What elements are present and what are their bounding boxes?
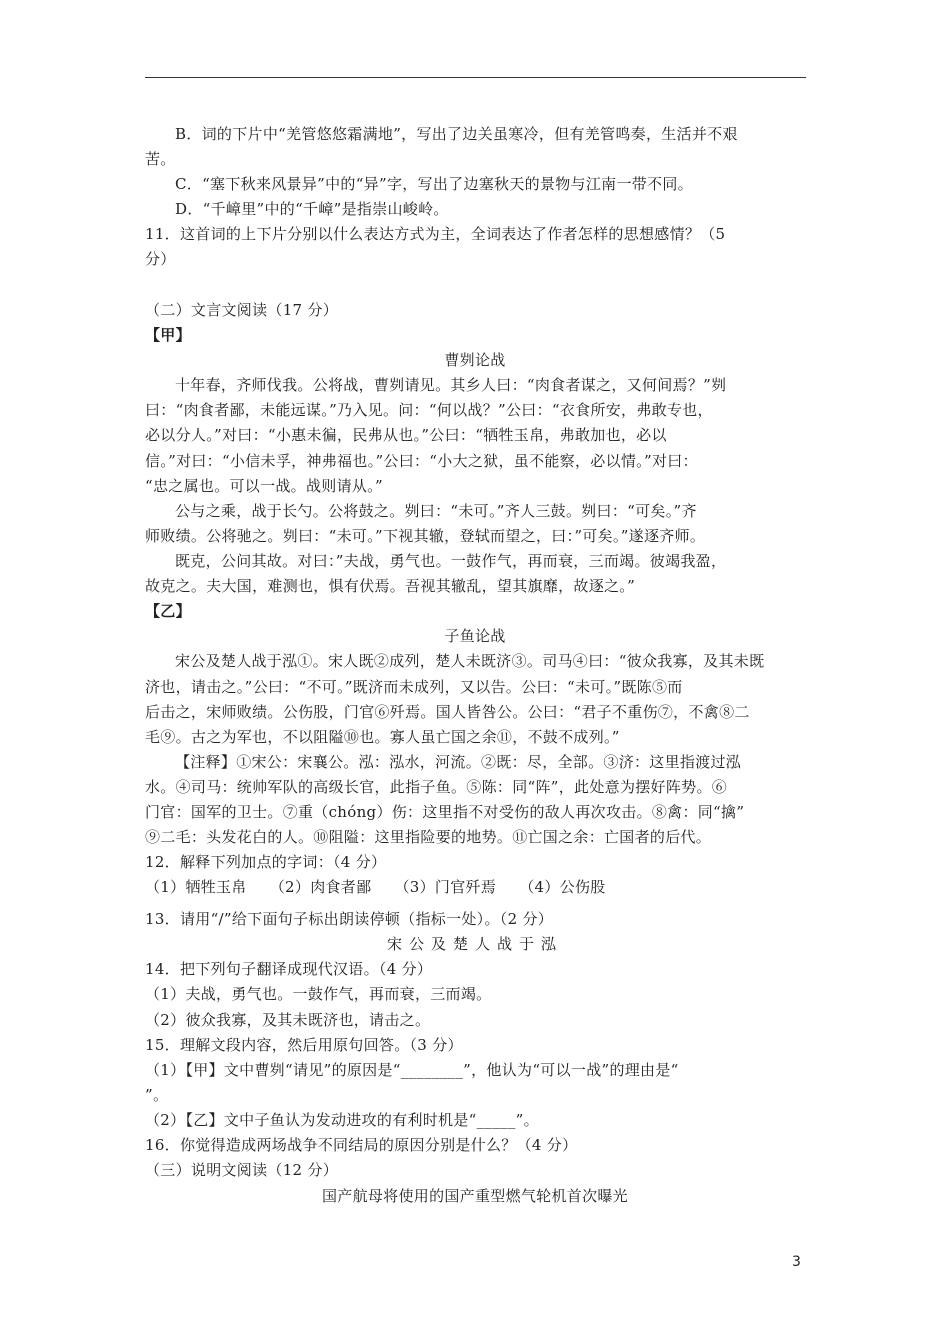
- question-12: 12．解释下列加点的字词：（4 分）: [145, 853, 387, 871]
- question-11-line-2: 分）: [145, 250, 176, 268]
- question-15: 15．理解文段内容，然后用原句回答。（3 分）: [145, 1036, 463, 1054]
- question-14-item-2: （2）彼众我寡，及其未既济也，请击之。: [145, 1011, 431, 1029]
- passage-yi-line: 毛⑨。古之为军也，不以阻隘⑩也。寡人虽亡国之余⑪，不鼓不成列。”: [145, 728, 620, 746]
- passage-yi-line: 宋公及楚人战于泓①。宋人既②成列，楚人未既济③。司马④曰：“彼众我寡，及其未既: [175, 652, 765, 670]
- option-b-line-1: B．词的下片中“羌管悠悠霜满地”，写出了边关虽寒冷，但有羌管鸣奏，生活并不艰: [175, 125, 738, 143]
- section-3-heading: （三）说明文阅读（12 分）: [145, 1161, 339, 1179]
- passage-jia-line: 信。”对曰：“小信未孚，神弗福也。”公曰：“小大之狱，虽不能察，必以情。”对曰：: [145, 452, 698, 470]
- question-11-line-1: 11．这首词的上下片分别以什么表达方式为主，全词表达了作者怎样的思想感情？（5: [145, 225, 726, 243]
- question-15-item-2: （2）【乙】文中子鱼认为发动进攻的有利时机是“_____”。: [145, 1111, 539, 1129]
- question-13: 13．请用“/”给下面句子标出朗读停顿（指标一处）。（2 分）: [145, 910, 554, 928]
- passage-3-title: 国产航母将使用的国产重型燃气轮机首次曝光: [321, 1187, 628, 1205]
- question-13-sentence: 宋公及楚人战于泓: [386, 935, 563, 953]
- passage-yi-line: 济也，请击之。”公曰：“不可。”既济而未成列，又以告。公曰：“未可。”既陈⑤而: [145, 678, 683, 696]
- passage-jia-line: 曰：“肉食者鄙，未能远谋。”乃入见。问：“何以战？”公曰：“衣食所安，弗敢专也，: [145, 401, 713, 419]
- passage-jia-title: 曹刿论战: [444, 351, 506, 369]
- passage-yi-title: 子鱼论战: [444, 627, 506, 645]
- passage-jia-line: 师败绩。公将驰之。刿曰：“未可。”下视其辙，登轼而望之，曰：”可矣。”遂逐齐师。: [145, 527, 706, 545]
- notes-line: 【注释】①宋公：宋襄公。泓：泓水，河流。②既：尽，全部。③济：这里指渡过泓: [175, 753, 742, 771]
- passage-jia-label: 【甲】: [145, 326, 191, 344]
- option-b-line-2: 苦。: [145, 150, 176, 168]
- option-d: D．“千嶂里”中的“千嶂”是指崇山峻岭。: [175, 200, 449, 218]
- passage-jia-line: “忠之属也。可以一战。战则请从。”: [145, 477, 383, 495]
- notes-line: 水。④司马：统帅军队的高级长官，此指子鱼。⑤陈：同“阵”，此处意为摆好阵势。⑥: [145, 778, 728, 796]
- header-rule: [145, 77, 806, 78]
- question-16: 16．你觉得造成两场战争不同结局的原因分别是什么？（4 分）: [145, 1136, 578, 1154]
- question-15-item-1-line-2: ”。: [145, 1086, 169, 1104]
- question-15-item-1-line-1: （1）【甲】文中曹刿“请见”的原因是“________”，他认为“可以一战”的理由是“: [145, 1061, 679, 1079]
- page-number: 3: [792, 1254, 801, 1270]
- notes-line: ⑨二毛：头发花白的人。⑩阻隘：这里指险要的地势。⑪亡国之余：亡国者的后代。: [145, 828, 712, 846]
- passage-jia-line: 既克，公问其故。对曰：”夫战，勇气也。一鼓作气，再而衰，三而竭。彼竭我盈，: [175, 552, 727, 570]
- option-c: C．“塞下秋来风景异”中的“异”字，写出了边塞秋天的景物与江南一带不同。: [175, 175, 693, 193]
- passage-jia-line: 十年春，齐师伐我。公将战，曹刿请见。其乡人曰：“肉食者谋之，又何间焉？”刿: [175, 376, 727, 394]
- passage-yi-line: 后击之，宋师败绩。公伤股，门官⑥歼焉。国人皆咎公。公曰：“君子不重伤⑦，不禽⑧二: [145, 703, 750, 721]
- question-14-item-1: （1）夫战，勇气也。一鼓作气，再而衰，三而竭。: [145, 985, 492, 1003]
- section-2-heading: （二）文言文阅读（17 分）: [145, 301, 339, 319]
- question-12-items: （1）牺牲玉帛 （2）肉食者鄙 （3）门官歼焉 （4）公伤股: [145, 878, 606, 896]
- passage-jia-line: 必以分人。”对曰：“小惠未徧，民弗从也。”公曰：“牺牲玉帛，弗敢加也，必以: [145, 426, 667, 444]
- passage-jia-line: 公与之乘，战于长勺。公将鼓之。刿曰：“未可。”齐人三鼓。刿曰：“可矣。”齐: [175, 502, 697, 520]
- notes-line: 门官：国军的卫士。⑦重（chóng）伤：这里指不对受伤的敌人再次攻击。⑧禽：同“擒”: [145, 803, 745, 821]
- question-14: 14．把下列句子翻译成现代汉语。（4 分）: [145, 960, 433, 978]
- passage-jia-line: 故克之。夫大国，难测也，惧有伏焉。吾视其辙乱，望其旗靡，故逐之。”: [145, 577, 636, 595]
- passage-yi-label: 【乙】: [145, 602, 191, 620]
